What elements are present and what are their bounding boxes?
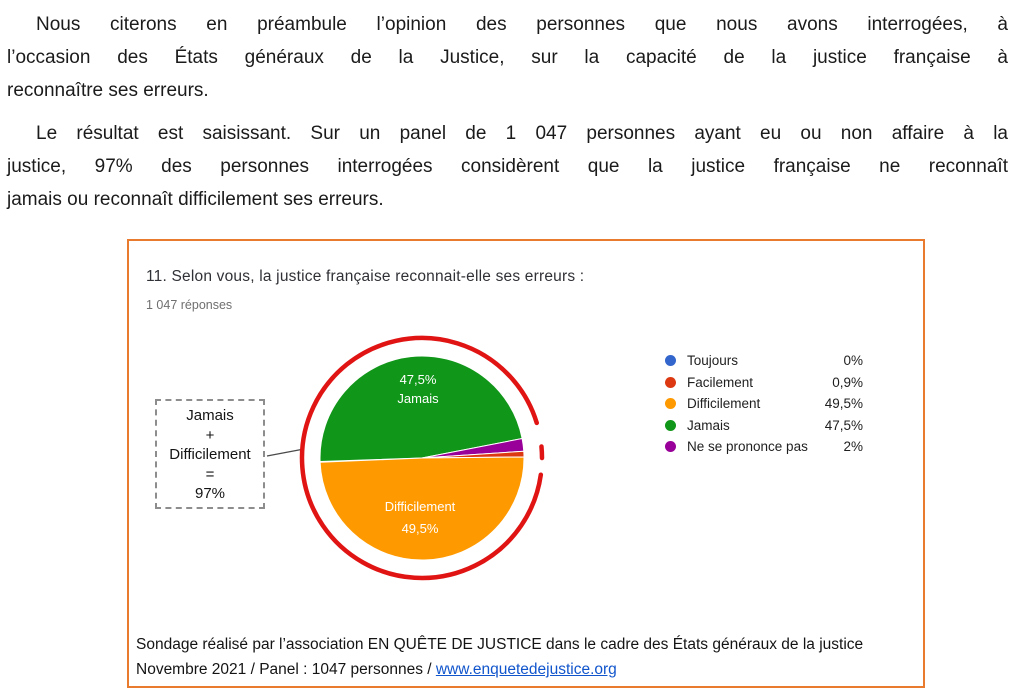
text-line: reconnaître ses erreurs. xyxy=(7,80,209,101)
legend-color-dot xyxy=(665,377,676,388)
paragraph xyxy=(7,8,1008,107)
caption-line2: Novembre 2021 / Panel : 1047 personnes / xyxy=(136,661,436,678)
legend-item xyxy=(665,436,863,458)
text-line: jamais ou reconnaît difficilement ses erreurs. xyxy=(7,189,384,210)
annotation-line: 97% xyxy=(194,485,226,503)
annotation-line: Difficilement xyxy=(169,446,251,464)
caption-line1: Sondage réalisé par l’association EN QUÊTE DE JUSTICE dans le cadre des États généraux de la justice xyxy=(136,636,864,653)
annotation-line: = xyxy=(205,465,215,483)
document-text xyxy=(7,8,1008,216)
legend-percentage: 2% xyxy=(843,439,863,455)
legend-item xyxy=(665,415,863,437)
annotation-connector-line xyxy=(267,449,304,456)
text-line: l’occasion des États généraux de la Justice, sur la capacité de la justice française à xyxy=(7,47,1008,68)
legend-percentage: 47,5% xyxy=(824,417,863,433)
pie-slice-label: Difficilement 49,5% xyxy=(384,499,456,536)
survey-figure xyxy=(127,239,925,688)
annotation-box xyxy=(155,399,265,509)
legend-color-dot xyxy=(665,355,676,366)
legend-label: Toujours xyxy=(687,353,739,369)
legend-item xyxy=(665,350,863,372)
pie-slice-label: 47,5% Jamais xyxy=(397,372,439,406)
chart-subtitle: 1 047 réponses xyxy=(146,298,233,312)
annotation-circle xyxy=(541,447,542,459)
figure-caption xyxy=(136,632,918,682)
text-line: Nous citerons en préambule l’opinion des personnes que nous avons interrogées, à xyxy=(36,14,1008,35)
caption-link[interactable]: www.enquetedejustice.org xyxy=(435,661,617,678)
legend-color-dot xyxy=(665,420,676,431)
text-line: Le résultat est saisissant. Sur un panel de 1 047 personnes ayant eu ou non affaire à la xyxy=(36,123,1008,144)
annotation-line: + xyxy=(205,426,215,444)
legend-item xyxy=(665,372,863,394)
chart-title: 11. Selon vous, la justice française reconnait-elle ses erreurs : xyxy=(146,268,585,285)
legend-percentage: 0,9% xyxy=(832,374,863,390)
legend-color-dot xyxy=(665,441,676,452)
pie-chart xyxy=(262,328,582,588)
legend-item xyxy=(665,393,863,415)
paragraph xyxy=(7,117,1008,216)
legend-percentage: 0% xyxy=(843,353,863,369)
legend-label: Facilement xyxy=(687,374,754,390)
legend-label: Difficilement xyxy=(687,396,761,412)
text-line: justice, 97% des personnes interrogées considèrent que la justice française ne reconnaît xyxy=(7,156,1008,177)
chart-legend xyxy=(665,350,863,458)
legend-label: Ne se prononce pas xyxy=(687,439,808,455)
legend-color-dot xyxy=(665,398,676,409)
legend-label: Jamais xyxy=(687,417,730,433)
annotation-line: Jamais xyxy=(186,407,234,424)
legend-percentage: 49,5% xyxy=(824,396,863,412)
